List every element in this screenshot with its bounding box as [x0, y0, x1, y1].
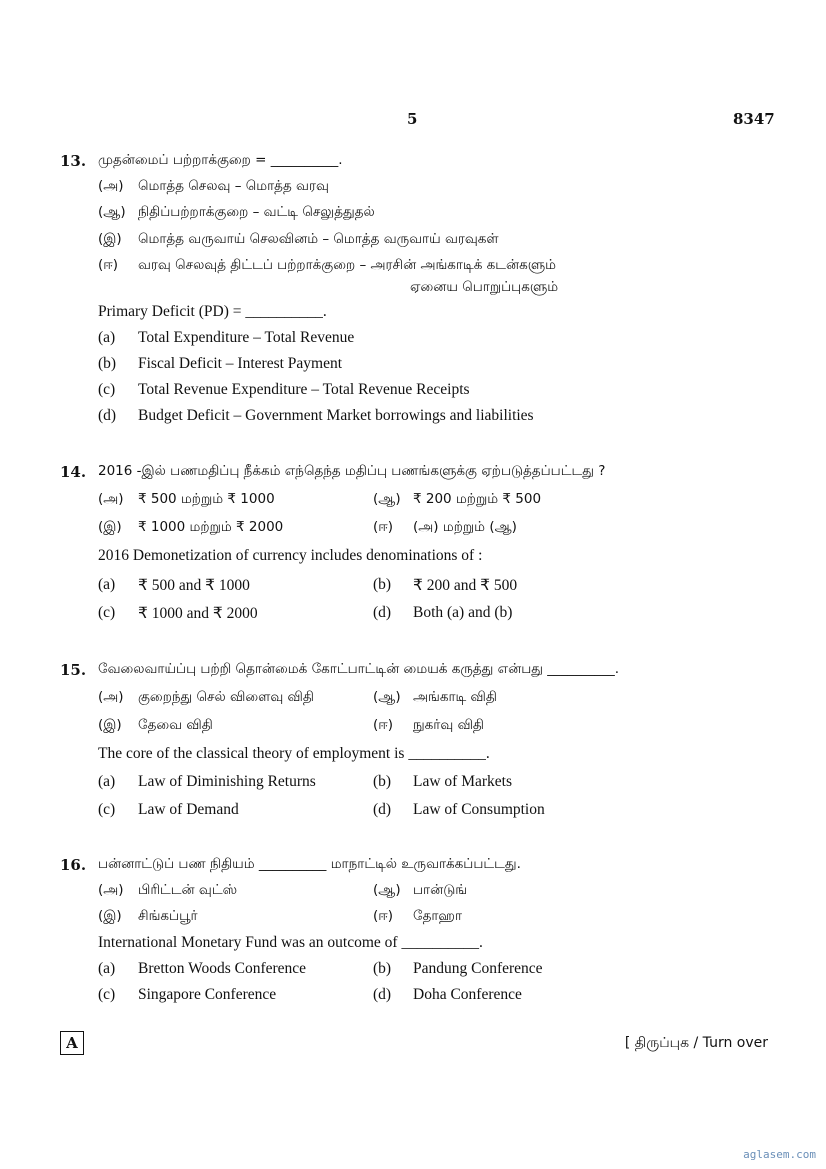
option-tamil-text: தேவை விதி	[138, 717, 213, 733]
option-english-label: (a)	[98, 576, 116, 593]
question-number: 16.	[60, 856, 87, 874]
option-tamil-label: (இ)	[98, 717, 122, 733]
option-tamil-text: நிதிப்பற்றாக்குறை – வட்டி செலுத்துதல்	[138, 204, 375, 220]
option-english-label: (b)	[373, 576, 392, 593]
option-english-text: ₹ 200 and ₹ 500	[413, 577, 518, 594]
option-tamil-label: (அ)	[98, 178, 124, 194]
option-english-label: (c)	[98, 801, 116, 818]
option-english-text: Pandung Conference	[413, 960, 543, 977]
option-english-label: (d)	[98, 407, 117, 424]
question-number: 13.	[60, 152, 87, 170]
option-english-label: (a)	[98, 773, 116, 790]
question-english: Primary Deficit (PD) = __________.	[98, 303, 327, 320]
option-tamil-text: (அ) மற்றும் (ஆ)	[413, 519, 517, 535]
question-number: 14.	[60, 463, 87, 481]
option-english-label: (c)	[98, 381, 116, 398]
option-tamil-label: (அ)	[98, 689, 124, 705]
version-box: A	[60, 1031, 84, 1055]
option-english-text: Doha Conference	[413, 986, 522, 1003]
option-tamil-text: வரவு செலவுத் திட்டப் பற்றாக்குறை – அரசின் அங்காடிக் கடன்களும்	[138, 257, 557, 273]
option-english-label: (d)	[373, 986, 392, 1003]
option-english-text: ₹ 500 and ₹ 1000	[138, 577, 250, 594]
option-english-text: Both (a) and (b)	[413, 604, 513, 621]
option-english-text: Bretton Woods Conference	[138, 960, 307, 977]
option-english-text: Law of Diminishing Returns	[138, 773, 316, 790]
option-tamil-label: (ஈ)	[373, 717, 394, 733]
option-tamil-text: சிங்கப்பூர்	[138, 908, 198, 924]
option-english-text: Total Expenditure – Total Revenue	[138, 329, 355, 346]
option-english-label: (d)	[373, 604, 392, 621]
question-number: 15.	[60, 661, 87, 679]
turn-over-label: [ திருப்புக / Turn over	[624, 1035, 768, 1051]
option-tamil-label: (ஆ)	[373, 689, 401, 705]
option-tamil-text: மொத்த வருவாய் செலவினம் – மொத்த வருவாய் வரவுகள்	[138, 231, 499, 247]
option-tamil-text-continued: ஏனைய பொறுப்புகளும்	[410, 279, 559, 295]
paper-code: 8347	[733, 110, 775, 128]
option-tamil-label: (ஈ)	[98, 257, 119, 273]
option-english-text: Law of Demand	[138, 801, 239, 818]
option-english-text: Fiscal Deficit – Interest Payment	[138, 355, 343, 372]
question-english: 2016 Demonetization of currency includes denominations of :	[98, 547, 483, 564]
question-tamil: பன்னாட்டுப் பண நிதியம் __________ மாநாட்டில் உருவாக்கப்பட்டது.	[98, 856, 521, 872]
option-tamil-text: ₹ 1000 மற்றும் ₹ 2000	[138, 519, 284, 535]
watermark: aglasem.com	[743, 1148, 816, 1161]
option-english-label: (b)	[373, 960, 392, 977]
option-english-text: Total Revenue Expenditure – Total Revenue Receipts	[138, 381, 470, 398]
option-tamil-label: (ஆ)	[98, 204, 126, 220]
option-english-label: (c)	[98, 604, 116, 621]
option-tamil-label: (இ)	[98, 908, 122, 924]
option-english-label: (c)	[98, 986, 116, 1003]
option-tamil-text: ₹ 200 மற்றும் ₹ 500	[413, 491, 542, 507]
option-english-text: Law of Markets	[413, 773, 512, 790]
option-tamil-label: (ஆ)	[373, 882, 401, 898]
question-tamil: வேலைவாய்ப்பு பற்றி தொன்மைக் கோட்பாட்டின் மையக் கருத்து என்பது __________.	[98, 661, 620, 677]
question-tamil: முதன்மைப் பற்றாக்குறை = __________.	[98, 152, 343, 168]
option-tamil-text: குறைந்து செல் விளைவு விதி	[138, 689, 314, 705]
option-english-text: ₹ 1000 and ₹ 2000	[138, 605, 258, 622]
option-tamil-text: நுகர்வு விதி	[413, 717, 484, 733]
option-english-label: (a)	[98, 960, 116, 977]
option-english-text: Budget Deficit – Government Market borrowings and liabilities	[138, 407, 534, 424]
option-tamil-text: தோஹா	[413, 908, 463, 924]
page-number: 5	[407, 110, 418, 128]
option-tamil-label: (இ)	[98, 231, 122, 247]
option-tamil-label: (அ)	[98, 491, 124, 507]
option-tamil-text: அங்காடி விதி	[413, 689, 497, 705]
option-tamil-text: ₹ 500 மற்றும் ₹ 1000	[138, 491, 275, 507]
option-tamil-label: (ஆ)	[373, 491, 401, 507]
option-english-label: (a)	[98, 329, 116, 346]
option-tamil-text: பிரிட்டன் வுட்ஸ்	[138, 882, 238, 898]
question-english: The core of the classical theory of employment is __________.	[98, 745, 490, 762]
option-english-text: Law of Consumption	[413, 801, 545, 818]
option-tamil-label: (அ)	[98, 882, 124, 898]
option-tamil-text: மொத்த செலவு – மொத்த வரவு	[138, 178, 329, 194]
question-english: International Monetary Fund was an outcome of __________.	[98, 934, 483, 951]
question-tamil: 2016 -இல் பணமதிப்பு நீக்கம் எந்தெந்த மதிப்பு பணங்களுக்கு ஏற்படுத்தப்பட்டது ?	[98, 463, 606, 479]
option-tamil-label: (இ)	[98, 519, 122, 535]
option-english-text: Singapore Conference	[138, 986, 277, 1003]
option-tamil-label: (ஈ)	[373, 519, 394, 535]
option-english-label: (d)	[373, 801, 392, 818]
option-english-label: (b)	[373, 773, 392, 790]
option-tamil-label: (ஈ)	[373, 908, 394, 924]
option-english-label: (b)	[98, 355, 117, 372]
option-tamil-text: பான்டுங்	[413, 882, 468, 898]
